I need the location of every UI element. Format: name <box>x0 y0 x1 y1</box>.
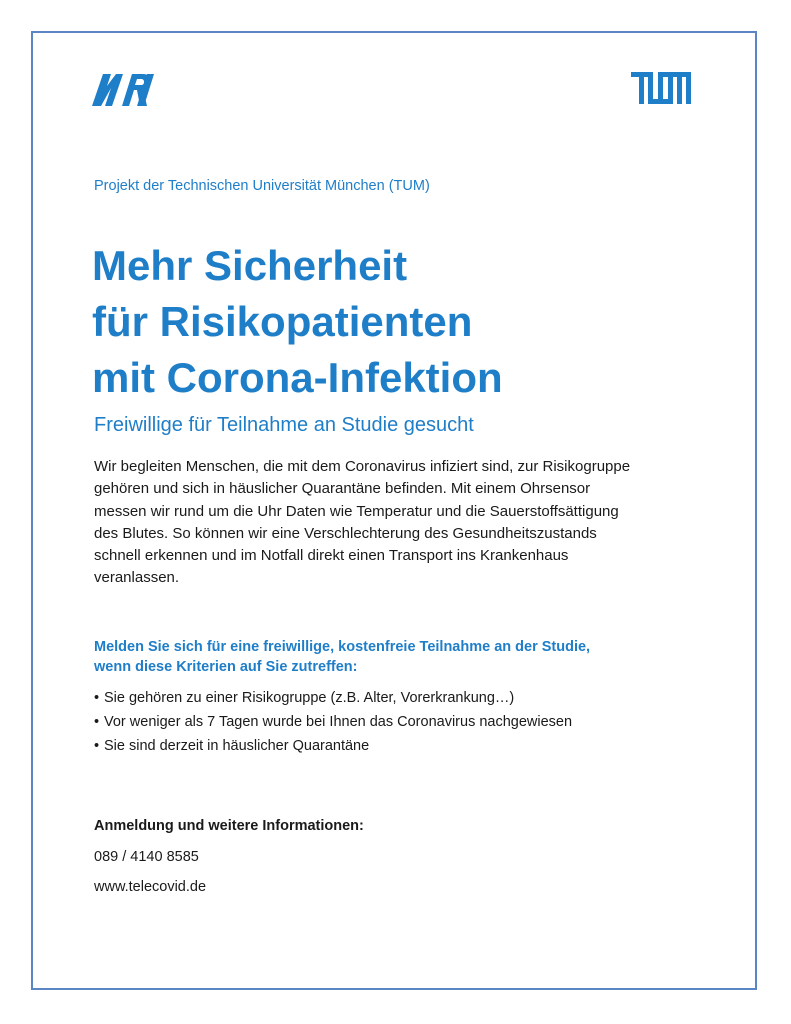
body-line: messen wir rund um die Uhr Daten wie Temperatur und die Sauerstoffsättigung <box>94 502 619 520</box>
headline <box>92 238 503 406</box>
criteria-item <box>94 686 572 710</box>
tum-logo-icon <box>631 72 691 104</box>
contact-heading: Anmeldung und weitere Informationen: <box>94 818 364 834</box>
tum-logo <box>631 72 691 109</box>
body-line: des Blutes. So können wir eine Verschlechterung des Gesundheitszustands <box>94 524 597 542</box>
contact-website: www.telecovid.de <box>94 879 207 895</box>
criteria-text: Sie gehören zu einer Risikogruppe (z.B. Alter, Vorerkrankung…) <box>104 690 515 706</box>
headline-line-2: für Risikopatienten <box>92 298 473 345</box>
criteria-text: Vor weniger als 7 Tagen wurde bei Ihnen das Coronavirus nachgewiesen <box>104 714 573 730</box>
criteria-list <box>94 686 572 758</box>
bullet-icon: • <box>94 690 100 706</box>
headline-line-3: mit Corona-Infektion <box>92 354 503 401</box>
contact-phone: 089 / 4140 8585 <box>94 849 199 865</box>
criteria-item <box>94 710 572 734</box>
criteria-text: Sie sind derzeit in häuslicher Quarantäne <box>104 738 370 754</box>
call-to-action-line-2: wenn diese Kriterien auf Sie zutreffen: <box>94 659 358 675</box>
bullet-icon: • <box>94 738 100 754</box>
body-paragraph <box>94 456 630 590</box>
mri-logo <box>92 72 154 111</box>
body-line: gehören und sich in häuslicher Quarantäne befinden. Mit einem Ohrsensor <box>94 480 591 498</box>
criteria-item <box>94 734 572 758</box>
call-to-action-line-1: Melden Sie sich für eine freiwillige, kostenfreie Teilnahme an der Studie, <box>94 639 591 655</box>
project-line: Projekt der Technischen Universität München (TUM) <box>94 178 430 194</box>
subheadline: Freiwillige für Teilnahme an Studie gesucht <box>94 414 474 436</box>
bullet-icon: • <box>94 714 100 730</box>
call-to-action <box>94 637 590 677</box>
body-line: veranlassen. <box>94 569 180 587</box>
body-line: schnell erkennen und im Notfall direkt einen Transport ins Krankenhaus <box>94 547 569 565</box>
body-line: Wir begleiten Menschen, die mit dem Coronavirus infiziert sind, zur Risikogruppe <box>94 458 631 475</box>
headline-line-1: Mehr Sicherheit <box>92 242 408 289</box>
mri-logo-icon <box>92 72 154 106</box>
